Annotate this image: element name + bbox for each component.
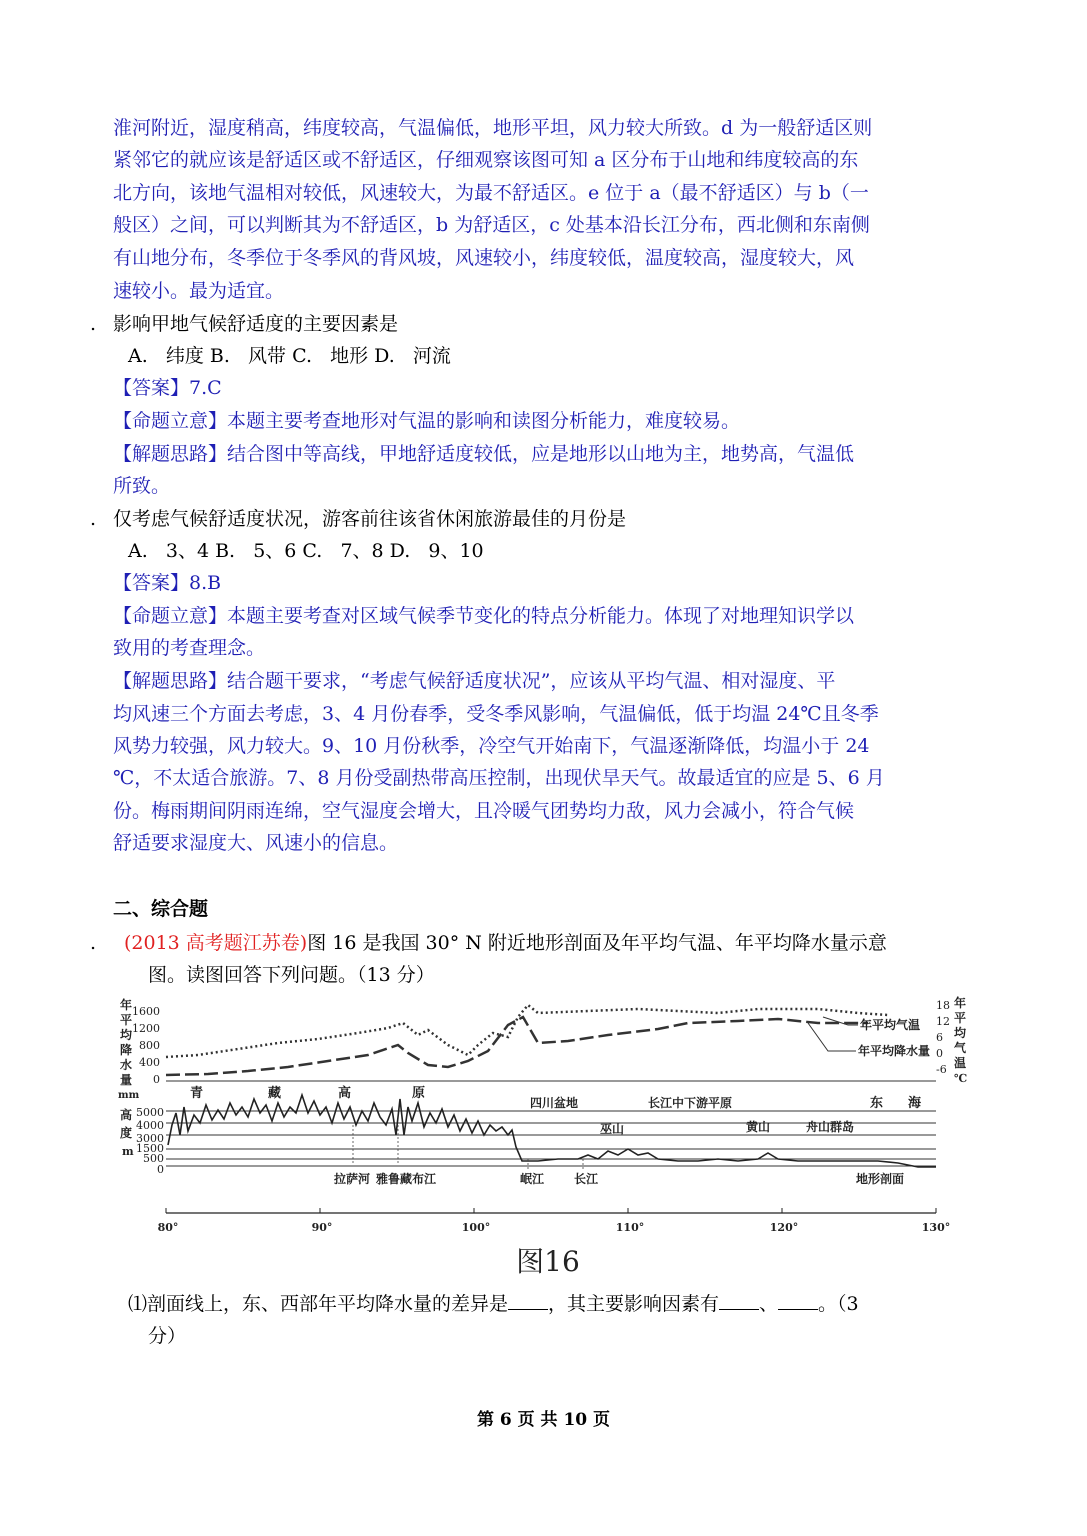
svg-text:800: 800 [139, 1039, 160, 1052]
svg-text:岷江: 岷江 [520, 1172, 545, 1186]
question-number: . [90, 932, 97, 954]
explanation-line: 淮河附近，湿度稍高，纬度较高，气温偏低，地形平坦，风力较大所致。d 为一般舒适区则 [113, 117, 873, 139]
svg-text:4000: 4000 [136, 1119, 164, 1132]
svg-text:黄山: 黄山 [746, 1120, 771, 1134]
svg-text:18: 18 [936, 999, 950, 1012]
legend-leader-precip [808, 1023, 856, 1051]
legend-temp: 年平均气温 [860, 1018, 921, 1032]
idea-line: 舒适要求湿度大、风速小的信息。 [113, 832, 399, 854]
question-text-2: 图。读图回答下列问题。（13 分） [148, 964, 435, 986]
x-tick-labels [158, 1221, 951, 1234]
answer: 【答案】8.B [113, 572, 222, 594]
svg-text:水: 水 [120, 1058, 133, 1072]
answer-blank[interactable] [719, 1291, 759, 1310]
left-ticks [132, 1005, 160, 1086]
question-number: . [90, 508, 97, 530]
svg-text:藏: 藏 [268, 1086, 282, 1101]
precipitation-line [166, 1017, 868, 1075]
section-title: 二、综合题 [113, 898, 209, 920]
svg-text:1600: 1600 [132, 1005, 160, 1018]
svg-text:均: 均 [954, 1026, 967, 1040]
idea-line: 【解题思路】结合图中等高线，甲地舒适度较低，应是地形以山地为主，地势高，气温低 [113, 443, 855, 465]
region-labels [190, 1085, 922, 1111]
svg-text:80°: 80° [157, 1221, 179, 1234]
idea-line: ℃，不太适合旅游。7、8 月份受副热带高压控制，出现伏旱天气。故最适宜的应是 5、6 月 [113, 767, 885, 789]
explanation-line: 般区）之间，可以判断其为不舒适区，b 为舒适区，c 处基本沿长江分布，西北侧和东南侧 [113, 214, 870, 236]
explanation-line: 有山地分布，冬季位于冬季风的背风坡，风速较小，纬度较低，温度较高，湿度较大，风 [113, 247, 855, 269]
river-leaders [353, 1125, 583, 1170]
svg-text:130°: 130° [921, 1221, 951, 1234]
height-axis-label [120, 1107, 134, 1158]
svg-text:℃: ℃ [954, 1072, 968, 1085]
svg-text:海: 海 [908, 1096, 922, 1111]
svg-text:12: 12 [936, 1015, 950, 1028]
svg-text:1200: 1200 [132, 1022, 160, 1035]
sub-question-text-b: ，其主要影响因素有 [548, 1293, 720, 1315]
sub-question-separator: 、 [759, 1293, 779, 1315]
svg-text:m: m [122, 1145, 134, 1158]
explanation-line: 紧邻它的就应该是舒适区或不舒适区，仔细观察该图可知 a 区分布于山地和纬度较高的东 [113, 149, 859, 171]
svg-text:400: 400 [139, 1056, 160, 1069]
svg-text:长江: 长江 [574, 1172, 599, 1186]
svg-text:均: 均 [120, 1028, 133, 1042]
svg-text:年: 年 [120, 998, 133, 1012]
height-ticks [136, 1106, 164, 1176]
svg-text:0: 0 [936, 1047, 943, 1060]
svg-text:90°: 90° [311, 1221, 333, 1234]
temperature-line [166, 1005, 888, 1057]
svg-text:温: 温 [954, 1056, 967, 1070]
right-ticks [936, 999, 950, 1076]
question-text-1: 图 16 是我国 30° N 附近地形剖面及年平均气温、年平均降水量示意 [307, 932, 887, 954]
profile-figure [118, 995, 978, 1280]
answer-blank[interactable] [508, 1291, 548, 1310]
svg-text:平: 平 [120, 1013, 133, 1027]
figure-caption: 图16 [516, 1245, 580, 1278]
svg-text:降: 降 [120, 1043, 133, 1057]
question-text: 仅考虑气候舒适度状况，游客前往该省休闲旅游最佳的月份是 [113, 508, 627, 530]
question-options: A. 3、4 B. 5、6 C. 7、8 D. 9、10 [128, 540, 484, 562]
svg-text:100°: 100° [461, 1221, 491, 1234]
svg-text:-6: -6 [936, 1063, 947, 1076]
intent-line: 致用的考查理念。 [113, 637, 266, 659]
svg-text:长江中下游平原: 长江中下游平原 [648, 1096, 733, 1110]
idea-line: 所致。 [113, 475, 171, 497]
question-options: A. 纬度 B. 风带 C. 地形 D. 河流 [128, 345, 451, 367]
svg-text:平: 平 [954, 1011, 967, 1025]
svg-text:青: 青 [190, 1086, 204, 1101]
page-footer: 第 6 页 共 10 页 [476, 1410, 611, 1430]
profile-label: 地形剖面 [856, 1172, 905, 1186]
sub-question-1-cont: 分） [148, 1325, 187, 1347]
question-number: . [90, 313, 97, 335]
svg-text:度: 度 [120, 1126, 133, 1140]
svg-text:6: 6 [936, 1031, 943, 1044]
idea-line: 份。梅雨期间阴雨连绵，空气湿度会增大，且冷暖气团势均力敌，风力会减小，符合气候 [113, 800, 855, 822]
svg-text:5000: 5000 [136, 1106, 164, 1119]
right-axis-label [954, 995, 967, 1085]
svg-text:高: 高 [120, 1108, 133, 1122]
source-tag: (2013 高考题江苏卷) [124, 932, 308, 954]
svg-text:巫山: 巫山 [600, 1122, 625, 1136]
svg-text:东: 东 [870, 1096, 884, 1111]
svg-text:500: 500 [143, 1152, 164, 1165]
sub-question-text-c: 。（3 [818, 1293, 859, 1315]
svg-text:高: 高 [338, 1086, 352, 1101]
idea-line: 均风速三个方面去考虑，3、4 月份春季，受冬季风影响，气温偏低，低于均温 24℃且冬季 [113, 703, 879, 725]
question-text [124, 927, 887, 959]
svg-text:舟山群岛: 舟山群岛 [806, 1120, 855, 1134]
svg-text:0: 0 [157, 1163, 164, 1176]
question-text: 影响甲地气候舒适度的主要因素是 [113, 313, 399, 335]
svg-text:拉萨河: 拉萨河 [334, 1172, 371, 1186]
explanation-line: 北方向，该地气温相对较低，风速较大，为最不舒适区。e 位于 a（最不舒适区）与 b（一 [113, 182, 869, 204]
svg-text:量: 量 [120, 1073, 133, 1087]
intent-line: 【命题立意】本题主要考查对区域气候季节变化的特点分析能力。体现了对地理知识学以 [113, 605, 855, 627]
river-labels [334, 1171, 599, 1186]
explanation-line: 速较小。最为适宜。 [113, 280, 285, 302]
svg-text:年: 年 [954, 996, 967, 1010]
svg-text:3000: 3000 [136, 1132, 164, 1145]
svg-text:四川盆地: 四川盆地 [530, 1096, 579, 1110]
idea-line: 风势力较强，风力较大。9、10 月份秋季，冷空气开始南下，气温逐渐降低，均温小于 24 [113, 735, 870, 757]
intent: 【命题立意】本题主要考查地形对气温的影响和读图分析能力，难度较易。 [113, 410, 741, 432]
feature-labels [600, 1119, 854, 1136]
svg-text:110°: 110° [615, 1221, 645, 1234]
svg-text:0: 0 [153, 1073, 160, 1086]
svg-text:雅鲁藏布江: 雅鲁藏布江 [376, 1172, 437, 1186]
idea-line: 【解题思路】结合题干要求，“考虑气候舒适度状况”，应该从平均气温、相对湿度、平 [113, 670, 836, 692]
svg-text:气: 气 [954, 1041, 967, 1055]
svg-text:原: 原 [412, 1086, 426, 1101]
answer: 【答案】7.C [113, 377, 222, 399]
svg-text:120°: 120° [769, 1221, 799, 1234]
svg-text:mm: mm [118, 1090, 140, 1101]
legend-precip: 年平均降水量 [858, 1044, 931, 1058]
sub-question-1 [128, 1288, 859, 1320]
figure-16 [118, 995, 978, 1280]
sub-question-text-a: ⑴剖面线上，东、西部年平均降水量的差异是 [128, 1293, 509, 1315]
answer-blank[interactable] [778, 1291, 818, 1310]
x-axis-ticks [166, 1208, 936, 1213]
svg-text:1500: 1500 [136, 1142, 164, 1155]
